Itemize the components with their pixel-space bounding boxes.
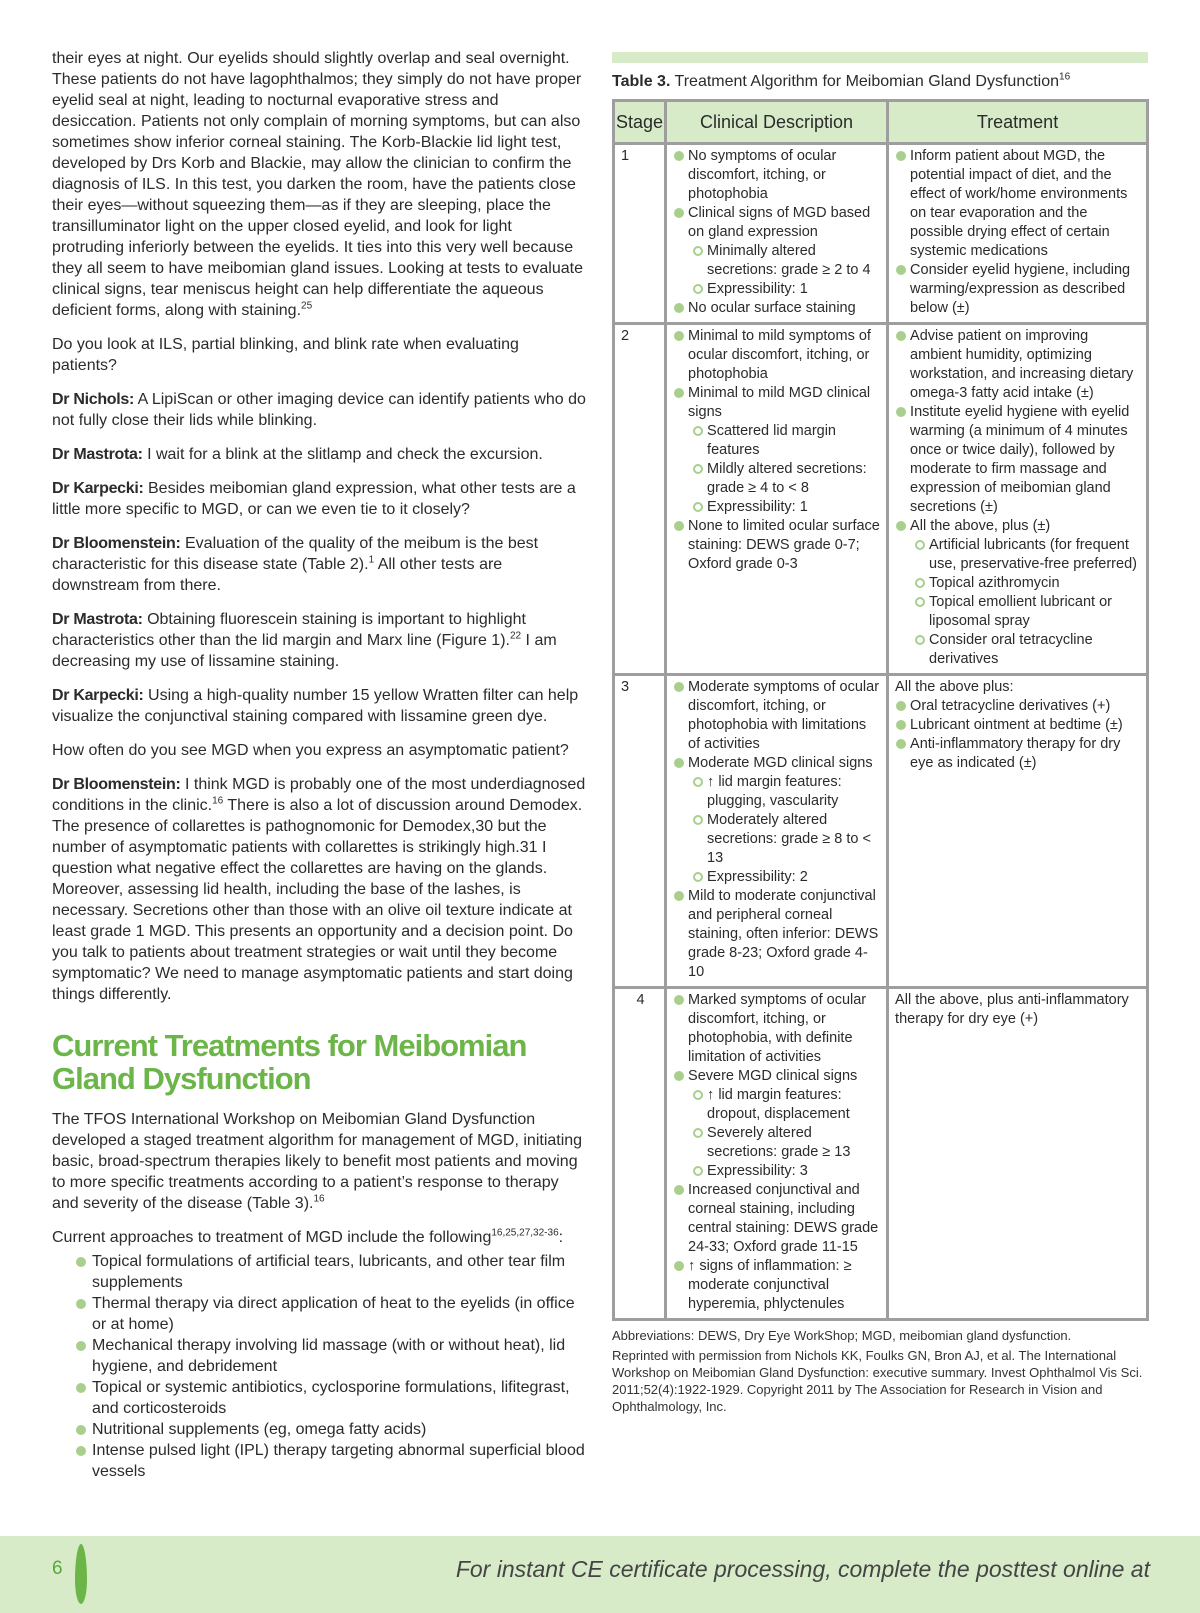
cell-bullet-item [895,261,1142,318]
cell-item-text: Severe MGD clinical signs [688,1068,858,1084]
list-item [72,1419,586,1440]
approaches-intro [52,1227,586,1248]
reference-number: 16 [313,1193,325,1205]
speaker-name: Dr Karpecki: [52,480,144,497]
section-title: Current Treatments for Meibomian Gland Dysfunction [52,1028,527,1096]
table-caption-text: Treatment Algorithm for Meibomian Gland Dysfunction [670,73,1060,90]
left-column [52,48,586,1482]
bullet-dot-icon [76,1383,86,1393]
cell-item-text: Consider oral tetracycline derivatives [929,632,1093,667]
table-row-stage-3 [614,675,1148,988]
open-circle-icon [915,635,925,645]
list-item [72,1377,586,1419]
cell-item-text: Marked symptoms of ocular discomfort, itching, or photophobia, with definite limitation of activities [688,992,867,1065]
cell-bullet-item [895,517,1142,536]
bullet-dot-icon [896,739,906,749]
answer-bloomenstein-2 [52,774,586,1005]
open-circle-icon [693,777,703,787]
list-item-text: Nutritional supplements (eg, omega fatty acids) [92,1421,427,1438]
header-stage: Stage [614,101,666,144]
cell-bullet-item [895,735,1142,773]
bullet-dot-icon [674,682,684,692]
stage-cell: 1 [614,144,666,324]
answer-bloomenstein-1 [52,533,586,596]
list-item [72,1440,586,1482]
cell-text [895,678,1142,697]
footer-ce-text: For instant CE certificate processing, complete the posttest online at [455,1556,1150,1582]
answer-nichols [52,389,586,431]
open-circle-icon [693,502,703,512]
list-item-text: Topical formulations of artificial tears, lubricants, and other tear film supplements [92,1253,566,1291]
table-row-stage-4 [614,988,1148,1320]
cell-sub-item [673,1086,882,1124]
speaker-name: Dr Bloomenstein: [52,535,181,552]
paragraph-text: Using a high-quality number 15 yellow Wratten filter can help visualize the conjunctival staining compared with lissamine green dye. [52,687,579,725]
open-circle-icon [693,815,703,825]
table-notes [612,1327,1148,1415]
treatment-algorithm-table [612,99,1149,1321]
cell-bullet-item [673,1257,882,1314]
bullet-dot-icon [674,1185,684,1195]
treatment-cell [888,675,1148,988]
cell-sub-item [895,593,1142,631]
cell-item-text: Severely altered secretions: grade ≥ 13 [707,1125,851,1160]
cell-sub-item [673,868,882,887]
cell-item-text: Scattered lid margin features [707,423,836,458]
cell-bullet-item [673,517,882,574]
open-circle-icon [693,426,703,436]
answer-karpecki-2 [52,685,586,727]
bullet-dot-icon [674,995,684,1005]
list-item-text: Topical or systemic antibiotics, cyclosporine formulations, lifitegrast, and corticosteroids [92,1379,570,1417]
answer-mastrota-2 [52,609,586,672]
cell-item-text: Institute eyelid hygiene with eyelid warming (a minimum of 4 minutes once or twice daily), followed by moderate to firm massage and expression of meibomian gland secretions (±) [910,404,1130,515]
paragraph-text: A LipiScan or other imaging device can identify patients who do not fully close their lids while blinking. [52,391,586,429]
cell-item-text: Expressibility: 3 [707,1163,808,1179]
cell-item-text: All the above plus: [895,679,1014,695]
bullet-dot-icon [896,720,906,730]
list-item-text: Mechanical therapy involving lid massage (with or without heat), lid hygiene, and debridement [92,1337,566,1375]
cell-sub-item [673,422,882,460]
bullet-dot-icon [674,208,684,218]
table-caption-ref: 16 [1059,71,1071,83]
speaker-name: Dr Mastrota: [52,446,143,463]
bullet-dot-icon [674,891,684,901]
paragraph-text: Besides meibomian gland expression, what other tests are a little more specific to MGD, or can we even tie to it closely? [52,480,576,518]
cell-sub-item [673,460,882,498]
question-asymptomatic [52,740,586,761]
table-header-row [614,101,1148,144]
cell-item-text: No symptoms of ocular discomfort, itching, or photophobia [688,148,837,202]
cell-bullet-item [895,697,1142,716]
cell-sub-item [673,280,882,299]
bullet-dot-icon [76,1257,86,1267]
open-circle-icon [693,246,703,256]
bullet-dot-icon [76,1425,86,1435]
clinical-description-cell [666,675,888,988]
cell-sub-item [673,242,882,280]
speaker-name: Dr Mastrota: [52,611,143,628]
list-item-text: Intense pulsed light (IPL) therapy targeting abnormal superficial blood vessels [92,1442,585,1480]
paragraph-text-continued: There is also a lot of discussion around Demodex. The presence of collarettes is pathognomonic for Demodex,30 but the number of asymptomatic patients with collarettes is strikingly high.31 I question what negative effect the collarettes are having on the glands. Moreover, assessing lid health, including the base of the lashes, is necessary. Secretions other than those with an olive oil texture indicate at least grade 1 MGD. This presents an opportunity and a decision point. Do you talk to patients about treatment strategies or wait until they become symptomatic? We need to manage asymptomatic patients and start doing things differently. [52,797,583,1003]
paragraph-text: The TFOS International Workshop on Meibomian Gland Dysfunction developed a staged treatment algorithm for management of MGD, initiating basic, broad-spectrum therapies likely to benefit most patients and moving to more specific treatments according to a patient’s response to therapy and severity of the disease (Table 3). [52,1111,583,1212]
clinical-description-cell [666,144,888,324]
open-circle-icon [693,1090,703,1100]
colon: : [558,1229,564,1246]
table-row-stage-2 [614,324,1148,675]
reference-number: 16,25,27,32-36 [491,1227,559,1239]
paragraph-text-continued: I am decreasing my use of lissamine staining. [52,632,557,670]
bullet-dot-icon [76,1299,86,1309]
clinical-description-cell [666,988,888,1320]
cell-sub-item [895,574,1142,593]
paragraph-text: Current approaches to treatment of MGD include the following [52,1229,492,1246]
cell-item-text: Anti-inflammatory therapy for dry eye as indicated (±) [910,736,1121,771]
cell-bullet-item [673,754,882,773]
table-top-bar [612,52,1148,63]
question-ils [52,334,586,376]
cell-item-text: Oral tetracycline derivatives (+) [910,698,1111,714]
list-item [72,1251,586,1293]
cell-item-text: All the above, plus anti-inflammatory therapy for dry eye (+) [895,992,1129,1027]
cell-item-text: ↑ signs of inflammation: ≥ moderate conjunctival hyperemia, phlyctenules [688,1258,852,1312]
reference-number: 1 [368,554,375,566]
table-row-stage-1 [614,144,1148,324]
cell-bullet-item [895,147,1142,261]
cell-item-text: Consider eyelid hygiene, including warming/expression as described below (±) [910,262,1131,316]
bullet-dot-icon [76,1446,86,1456]
cell-item-text: Expressibility: 2 [707,869,808,885]
bullet-dot-icon [896,151,906,161]
cell-bullet-item [673,299,882,318]
bullet-dot-icon [674,331,684,341]
cell-bullet-item [895,716,1142,735]
cell-item-text: ↑ lid margin features: dropout, displacement [707,1087,850,1122]
cell-item-text: Artificial lubricants (for frequent use, preservative-free preferred) [929,537,1137,572]
paragraph-text: their eyes at night. Our eyelids should slightly overlap and seal overnight. These patients do not have lagophthalmos; they simply do not have proper eyelid seal at night, leading to nocturnal evaporative stress and desiccation. Patients not only complain of morning symptoms, but can also sometimes show inferior corneal staining. The Korb-Blackie lid light test, developed by Drs Korb and Blackie, may allow the clinician to confirm the diagnosis of ILS. In this test, you darken the room, have the patients close their eyes—without squeezing them—as if they are sleeping, place the transilluminator light on the upper closed eyelid, and look for light protruding inferiorly between the eyelids. It ties into this very well because they all seem to have meibomian gland issues. Looking at tests to evaluate clinical signs, tear meniscus height can help differentiate the aqueous deficient forms, along with staining. [52,50,583,319]
reprint-note: Reprinted with permission from Nichols KK, Foulks GN, Bron AJ, et al. The International Workshop on Meibomian Gland Dysfunction: executive summary. Invest Ophthalmol Vis Sci. 2011;52(4):1922-1929. Copyright 2011 by The Association for Research in Vision and Ophthalmology, Inc. [612,1348,1143,1414]
open-circle-icon [915,540,925,550]
cell-item-text: Moderate MGD clinical signs [688,755,873,771]
open-circle-icon [693,1128,703,1138]
cell-bullet-item [673,384,882,422]
treatment-cell [888,324,1148,675]
cell-item-text: Minimally altered secretions: grade ≥ 2 to 4 [707,243,871,278]
table-column [612,52,1148,1418]
page-footer [0,1536,1200,1613]
abbreviations-note: Abbreviations: DEWS, Dry Eye WorkShop; MGD, meibomian gland dysfunction. [612,1328,1072,1343]
cell-item-text: All the above, plus (±) [910,518,1051,534]
table-caption-label: Table 3. [612,73,671,90]
leaf-icon [75,1544,87,1604]
tfos-paragraph [52,1109,586,1214]
bullet-dot-icon [896,265,906,275]
reference-number: 22 [509,630,522,642]
cell-sub-item [673,1124,882,1162]
bullet-dot-icon [674,758,684,768]
clinical-description-cell [666,324,888,675]
cell-item-text: Expressibility: 1 [707,281,808,297]
cell-item-text: None to limited ocular surface staining: DEWS grade 0-7; Oxford grade 0-3 [688,518,880,572]
open-circle-icon [915,578,925,588]
cell-sub-item [673,498,882,517]
open-circle-icon [915,597,925,607]
header-treatment: Treatment [888,101,1148,144]
stage-cell: 2 [614,324,666,675]
cell-item-text: Minimal to mild MGD clinical signs [688,385,871,420]
speaker-name: Dr Nichols: [52,391,135,408]
cell-item-text: Clinical signs of MGD based on gland expression [688,205,871,240]
list-item [72,1335,586,1377]
bullet-dot-icon [674,1261,684,1271]
open-circle-icon [693,872,703,882]
cell-item-text: Moderately altered secretions: grade ≥ 8 to < 13 [707,812,871,866]
cell-item-text: No ocular surface staining [688,300,856,316]
cell-item-text: Advise patient on improving ambient humidity, optimizing workstation, and increasing dietary omega-3 fatty acid intake (±) [910,328,1134,401]
treatment-approaches-list [72,1251,586,1482]
list-item [72,1293,586,1335]
cell-bullet-item [673,147,882,204]
stage-cell: 4 [614,988,666,1320]
paragraph-text: I think MGD is probably one of the most underdiagnosed conditions in the clinic. [52,776,586,814]
cell-item-text: Minimal to mild symptoms of ocular discomfort, itching, or photophobia [688,328,871,382]
speaker-name: Dr Bloomenstein: [52,776,181,793]
open-circle-icon [693,1166,703,1176]
bullet-dot-icon [896,407,906,417]
bullet-dot-icon [896,331,906,341]
cell-sub-item [673,811,882,868]
speaker-name: Dr Karpecki: [52,687,144,704]
list-item-text: Thermal therapy via direct application of heat to the eyelids (in office or at home) [92,1295,575,1333]
cell-bullet-item [673,678,882,754]
cell-sub-item [673,1162,882,1181]
cell-item-text: Increased conjunctival and corneal staining, including central staining: DEWS grade 24-33; Oxford grade 11-15 [688,1182,879,1255]
cell-item-text: Mildly altered secretions: grade ≥ 4 to < 8 [707,461,867,496]
paragraph-text: Do you look at ILS, partial blinking, and blink rate when evaluating patients? [52,336,519,374]
para-ils [52,48,586,321]
cell-sub-item [895,631,1142,669]
page-number: 6 [52,1558,63,1579]
paragraph-text: Obtaining fluorescein staining is important to highlight characteristics other than the lid margin and Marx line (Figure 1). [52,611,526,649]
cell-item-text: Inform patient about MGD, the potential impact of diet, and the effect of work/home environments on tear evaporation and the possible drying effect of certain systemic medications [910,148,1128,259]
bullet-dot-icon [674,303,684,313]
cell-bullet-item [673,1067,882,1086]
cell-item-text: Lubricant ointment at bedtime (±) [910,717,1123,733]
bullet-dot-icon [674,521,684,531]
cell-bullet-item [673,1181,882,1257]
open-circle-icon [693,284,703,294]
treatment-cell [888,144,1148,324]
cell-item-text: Expressibility: 1 [707,499,808,515]
cell-text [895,991,1142,1029]
bullet-dot-icon [674,151,684,161]
cell-bullet-item [673,327,882,384]
cell-sub-item [673,773,882,811]
paragraph-text-continued: All other tests are downstream from there. [52,556,503,594]
cell-item-text: Topical azithromycin [929,575,1060,591]
answer-karpecki-1 [52,478,586,520]
paragraph-text: How often do you see MGD when you express an asymptomatic patient? [52,742,569,759]
bullet-dot-icon [674,1071,684,1081]
cell-bullet-item [673,991,882,1067]
paragraph-text: Evaluation of the quality of the meibum is the best characteristic for this disease state (Table 2). [52,535,539,573]
cell-item-text: Moderate symptoms of ocular discomfort, itching, or photophobia with limitations of activities [688,679,880,752]
cell-item-text: ↑ lid margin features: plugging, vascularity [707,774,842,809]
bullet-dot-icon [896,701,906,711]
stage-cell: 3 [614,675,666,988]
cell-item-text: Mild to moderate conjunctival and peripheral corneal staining, often inferior: DEWS grade 8-23; Oxford grade 4-10 [688,888,879,980]
bullet-dot-icon [674,388,684,398]
table-caption [612,71,1148,93]
header-clinical-description: Clinical Description [666,101,888,144]
answer-mastrota-1 [52,444,586,465]
cell-item-text: Topical emollient lubricant or liposomal spray [929,594,1112,629]
cell-bullet-item [895,403,1142,517]
treatment-cell [888,988,1148,1320]
bullet-dot-icon [76,1341,86,1351]
bullet-dot-icon [896,521,906,531]
cell-sub-item [895,536,1142,574]
cell-bullet-item [673,204,882,242]
reference-number: 16 [212,795,224,807]
reference-number: 25 [301,300,313,312]
paragraph-text: I wait for a blink at the slitlamp and check the excursion. [142,446,543,463]
cell-bullet-item [895,327,1142,403]
cell-bullet-item [673,887,882,982]
open-circle-icon [693,464,703,474]
